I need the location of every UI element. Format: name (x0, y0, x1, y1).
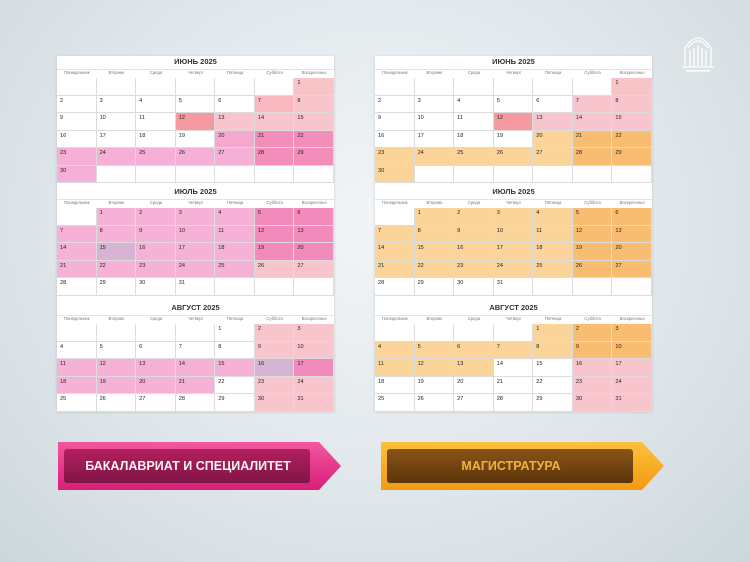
month-title: ИЮНЬ 2025 (174, 57, 217, 66)
day-cell: 26 (494, 148, 534, 166)
weekday-label: Вторник (426, 200, 443, 205)
day-cell: 6 (294, 208, 334, 226)
day-cell: 16 (136, 243, 176, 261)
weekday-label: Воскресенье (619, 70, 645, 75)
weekday-label: Понедельник (381, 70, 408, 75)
day-cell: 2 (136, 208, 176, 226)
day-cell: 17 (415, 131, 455, 149)
day-cell: 24 (97, 148, 137, 166)
day-cell: 22 (533, 377, 573, 395)
day-cell: 23 (375, 148, 415, 166)
empty-cell (176, 166, 216, 184)
day-cell: 19 (176, 131, 216, 149)
day-cell: 23 (454, 261, 494, 279)
weekday-label: Понедельник (381, 316, 408, 321)
day-cell: 3 (97, 96, 137, 114)
day-cell: 2 (255, 324, 295, 342)
bachelor-badge-label: БАКАЛАВРИАТ И СПЕЦИАЛИТЕТ (85, 459, 291, 473)
weekday-label: Понедельник (63, 70, 90, 75)
empty-cell (375, 208, 415, 226)
calendar-panel-bachelor (57, 56, 334, 411)
day-cell: 27 (533, 148, 573, 166)
day-cell: 17 (97, 131, 137, 149)
university-logo-icon (677, 26, 719, 76)
day-cell: 11 (533, 226, 573, 244)
day-cell: 26 (255, 261, 295, 279)
day-cell: 15 (97, 243, 137, 261)
day-cell: 26 (573, 261, 613, 279)
day-cell: 4 (215, 208, 255, 226)
weekday-label: Понедельник (381, 200, 408, 205)
weekday-label: Вторник (108, 200, 125, 205)
day-cell: 9 (375, 113, 415, 131)
day-cell: 18 (136, 131, 176, 149)
day-cell: 9 (454, 226, 494, 244)
day-cell: 31 (494, 278, 534, 296)
empty-cell (294, 166, 334, 184)
day-cell: 19 (97, 377, 137, 395)
day-cell: 4 (454, 96, 494, 114)
month-title: ИЮЛЬ 2025 (174, 187, 217, 196)
weekday-label: Пятница (226, 200, 244, 205)
day-cell: 13 (533, 113, 573, 131)
month-calendar (375, 186, 652, 296)
day-cell: 1 (97, 208, 137, 226)
day-cell: 20 (136, 377, 176, 395)
day-cell: 14 (255, 113, 295, 131)
day-cell: 25 (533, 261, 573, 279)
weekday-label: Воскресенье (619, 200, 645, 205)
day-cell: 14 (176, 359, 216, 377)
weekday-label: Среда (149, 200, 163, 205)
day-cell: 24 (612, 377, 652, 395)
empty-cell (57, 208, 97, 226)
day-cell: 11 (215, 226, 255, 244)
day-cell: 28 (573, 148, 613, 166)
day-cell: 24 (415, 148, 455, 166)
day-cell: 7 (573, 96, 613, 114)
day-cell: 11 (454, 113, 494, 131)
day-cell: 2 (573, 324, 613, 342)
day-cell: 15 (294, 113, 334, 131)
weekday-label: Суббота (266, 200, 283, 205)
weekday-label: Среда (149, 70, 163, 75)
day-cell: 22 (612, 131, 652, 149)
day-cell: 8 (294, 96, 334, 114)
day-cell: 25 (454, 148, 494, 166)
day-cell: 1 (612, 78, 652, 96)
day-cell: 27 (215, 148, 255, 166)
day-cell: 5 (255, 208, 295, 226)
day-cell: 24 (176, 261, 216, 279)
day-cell: 10 (176, 226, 216, 244)
weekday-label: Воскресенье (301, 316, 327, 321)
day-cell: 18 (57, 377, 97, 395)
day-cell: 8 (415, 226, 455, 244)
day-cell: 9 (57, 113, 97, 131)
day-cell: 1 (533, 324, 573, 342)
day-cell: 7 (57, 226, 97, 244)
day-cell: 8 (97, 226, 137, 244)
empty-cell (97, 324, 137, 342)
day-cell: 18 (454, 131, 494, 149)
day-cell: 5 (494, 96, 534, 114)
day-cell: 28 (375, 278, 415, 296)
day-cell: 29 (612, 148, 652, 166)
weekday-label: Среда (149, 316, 163, 321)
day-cell: 30 (57, 166, 97, 184)
day-cell: 6 (215, 96, 255, 114)
day-cell: 2 (57, 96, 97, 114)
empty-cell (375, 324, 415, 342)
empty-cell (255, 278, 295, 296)
month-calendar (375, 56, 652, 183)
month-calendar (57, 302, 334, 412)
day-cell: 25 (375, 394, 415, 412)
day-cell: 11 (375, 359, 415, 377)
day-cell: 30 (136, 278, 176, 296)
weekday-label: Четверг (187, 70, 204, 75)
empty-cell (573, 278, 613, 296)
day-cell: 10 (294, 342, 334, 360)
weekday-label: Вторник (108, 316, 125, 321)
day-cell: 21 (375, 261, 415, 279)
day-cell: 25 (136, 148, 176, 166)
day-cell: 6 (454, 342, 494, 360)
month-title: АВГУСТ 2025 (171, 303, 220, 312)
day-cell: 4 (533, 208, 573, 226)
day-cell: 22 (97, 261, 137, 279)
empty-cell (573, 166, 613, 184)
day-cell: 3 (294, 324, 334, 342)
day-cell: 20 (612, 243, 652, 261)
day-cell: 28 (57, 278, 97, 296)
empty-cell (255, 78, 295, 96)
day-cell: 23 (255, 377, 295, 395)
day-cell: 3 (415, 96, 455, 114)
weekday-label: Пятница (544, 316, 562, 321)
weekday-label: Пятница (226, 316, 244, 321)
day-cell: 11 (57, 359, 97, 377)
day-cell: 5 (176, 96, 216, 114)
empty-cell (136, 166, 176, 184)
day-cell: 24 (294, 377, 334, 395)
day-cell: 26 (97, 394, 137, 412)
day-cell: 29 (533, 394, 573, 412)
empty-cell (612, 278, 652, 296)
day-cell: 2 (375, 96, 415, 114)
day-cell: 19 (573, 243, 613, 261)
day-cell: 16 (57, 131, 97, 149)
empty-cell (454, 166, 494, 184)
day-cell: 22 (415, 261, 455, 279)
day-cell: 29 (415, 278, 455, 296)
day-cell: 31 (176, 278, 216, 296)
day-cell: 15 (533, 359, 573, 377)
day-cell: 16 (454, 243, 494, 261)
day-cell: 31 (294, 394, 334, 412)
empty-cell (533, 166, 573, 184)
weekday-label: Среда (467, 70, 481, 75)
empty-cell (255, 166, 295, 184)
day-cell: 14 (57, 243, 97, 261)
month-calendar (57, 186, 334, 296)
day-cell: 10 (612, 342, 652, 360)
empty-cell (612, 166, 652, 184)
weekday-label: Четверг (505, 70, 522, 75)
weekday-label: Пятница (544, 200, 562, 205)
day-cell: 18 (533, 243, 573, 261)
day-cell: 28 (494, 394, 534, 412)
day-cell: 12 (97, 359, 137, 377)
day-cell: 6 (533, 96, 573, 114)
day-cell: 28 (255, 148, 295, 166)
empty-cell (215, 78, 255, 96)
weekday-label: Воскресенье (301, 70, 327, 75)
day-cell: 23 (573, 377, 613, 395)
weekday-label: Четверг (505, 316, 522, 321)
day-cell: 20 (533, 131, 573, 149)
day-cell: 16 (573, 359, 613, 377)
day-cell: 21 (176, 377, 216, 395)
day-cell: 5 (573, 208, 613, 226)
day-cell: 26 (415, 394, 455, 412)
day-cell: 5 (97, 342, 137, 360)
empty-cell (494, 324, 534, 342)
day-cell: 7 (494, 342, 534, 360)
weekday-label: Четверг (187, 316, 204, 321)
day-cell: 27 (136, 394, 176, 412)
day-cell: 13 (454, 359, 494, 377)
month-title: ИЮЛЬ 2025 (492, 187, 535, 196)
weekday-label: Воскресенье (301, 200, 327, 205)
bachelor-badge[interactable] (55, 440, 345, 492)
day-cell: 7 (176, 342, 216, 360)
empty-cell (97, 78, 137, 96)
day-cell: 10 (415, 113, 455, 131)
weekday-label: Суббота (266, 70, 283, 75)
day-cell: 21 (494, 377, 534, 395)
day-cell: 13 (215, 113, 255, 131)
empty-cell (494, 78, 534, 96)
weekday-label: Среда (467, 200, 481, 205)
day-cell: 21 (57, 261, 97, 279)
empty-cell (176, 324, 216, 342)
day-cell: 12 (415, 359, 455, 377)
empty-cell (573, 78, 613, 96)
day-cell: 5 (415, 342, 455, 360)
day-cell: 22 (215, 377, 255, 395)
day-cell: 3 (612, 324, 652, 342)
day-cell: 4 (57, 342, 97, 360)
day-cell: 25 (57, 394, 97, 412)
weekday-label: Суббота (266, 316, 283, 321)
weekday-label: Суббота (584, 70, 601, 75)
day-cell: 17 (494, 243, 534, 261)
month-title: АВГУСТ 2025 (489, 303, 538, 312)
day-cell: 8 (215, 342, 255, 360)
weekday-label: Четверг (505, 200, 522, 205)
empty-cell (415, 166, 455, 184)
weekday-label: Вторник (426, 316, 443, 321)
day-cell: 31 (612, 394, 652, 412)
day-cell: 12 (255, 226, 295, 244)
day-cell: 25 (215, 261, 255, 279)
empty-cell (494, 166, 534, 184)
day-cell: 18 (215, 243, 255, 261)
day-cell: 30 (454, 278, 494, 296)
day-cell: 12 (176, 113, 216, 131)
month-calendar (375, 302, 652, 412)
weekday-label: Среда (467, 316, 481, 321)
empty-cell (215, 278, 255, 296)
weekday-label: Вторник (426, 70, 443, 75)
day-cell: 14 (375, 243, 415, 261)
day-cell: 7 (375, 226, 415, 244)
day-cell: 13 (612, 226, 652, 244)
day-cell: 12 (494, 113, 534, 131)
weekday-label: Суббота (584, 200, 601, 205)
empty-cell (533, 278, 573, 296)
day-cell: 29 (215, 394, 255, 412)
day-cell: 17 (176, 243, 216, 261)
day-cell: 27 (454, 394, 494, 412)
day-cell: 3 (176, 208, 216, 226)
day-cell: 15 (415, 243, 455, 261)
master-badge[interactable] (378, 440, 668, 492)
day-cell: 21 (573, 131, 613, 149)
weekday-label: Суббота (584, 316, 601, 321)
empty-cell (454, 78, 494, 96)
day-cell: 24 (494, 261, 534, 279)
day-cell: 6 (136, 342, 176, 360)
day-cell: 19 (255, 243, 295, 261)
day-cell: 20 (294, 243, 334, 261)
day-cell: 6 (612, 208, 652, 226)
day-cell: 16 (375, 131, 415, 149)
empty-cell (533, 78, 573, 96)
empty-cell (57, 324, 97, 342)
day-cell: 30 (255, 394, 295, 412)
day-cell: 23 (136, 261, 176, 279)
day-cell: 17 (294, 359, 334, 377)
weekday-label: Понедельник (63, 316, 90, 321)
month-title: ИЮНЬ 2025 (492, 57, 535, 66)
day-cell: 10 (97, 113, 137, 131)
day-cell: 13 (294, 226, 334, 244)
day-cell: 12 (573, 226, 613, 244)
day-cell: 27 (612, 261, 652, 279)
day-cell: 8 (533, 342, 573, 360)
empty-cell (294, 278, 334, 296)
empty-cell (415, 324, 455, 342)
weekday-label: Пятница (226, 70, 244, 75)
day-cell: 29 (294, 148, 334, 166)
day-cell: 15 (215, 359, 255, 377)
day-cell: 26 (176, 148, 216, 166)
empty-cell (57, 78, 97, 96)
day-cell: 2 (454, 208, 494, 226)
day-cell: 15 (612, 113, 652, 131)
day-cell: 9 (573, 342, 613, 360)
empty-cell (136, 78, 176, 96)
empty-cell (454, 324, 494, 342)
day-cell: 1 (215, 324, 255, 342)
empty-cell (97, 166, 137, 184)
day-cell: 20 (454, 377, 494, 395)
day-cell: 10 (494, 226, 534, 244)
weekday-label: Вторник (108, 70, 125, 75)
day-cell: 27 (294, 261, 334, 279)
day-cell: 19 (415, 377, 455, 395)
day-cell: 14 (573, 113, 613, 131)
day-cell: 30 (573, 394, 613, 412)
day-cell: 19 (494, 131, 534, 149)
empty-cell (215, 166, 255, 184)
weekday-label: Понедельник (63, 200, 90, 205)
day-cell: 3 (494, 208, 534, 226)
weekday-label: Воскресенье (619, 316, 645, 321)
day-cell: 9 (136, 226, 176, 244)
empty-cell (136, 324, 176, 342)
day-cell: 22 (294, 131, 334, 149)
weekday-label: Четверг (187, 200, 204, 205)
day-cell: 13 (136, 359, 176, 377)
day-cell: 4 (375, 342, 415, 360)
day-cell: 1 (294, 78, 334, 96)
day-cell: 9 (255, 342, 295, 360)
day-cell: 17 (612, 359, 652, 377)
day-cell: 16 (255, 359, 295, 377)
day-cell: 21 (255, 131, 295, 149)
empty-cell (415, 78, 455, 96)
month-calendar (57, 56, 334, 183)
day-cell: 29 (97, 278, 137, 296)
day-cell: 23 (57, 148, 97, 166)
master-badge-label: МАГИСТРАТУРА (461, 459, 561, 473)
empty-cell (375, 78, 415, 96)
day-cell: 18 (375, 377, 415, 395)
day-cell: 1 (415, 208, 455, 226)
empty-cell (176, 78, 216, 96)
day-cell: 7 (255, 96, 295, 114)
calendar-panel-master (375, 56, 652, 411)
day-cell: 14 (494, 359, 534, 377)
day-cell: 11 (136, 113, 176, 131)
day-cell: 28 (176, 394, 216, 412)
day-cell: 8 (612, 96, 652, 114)
day-cell: 4 (136, 96, 176, 114)
day-cell: 30 (375, 166, 415, 184)
day-cell: 20 (215, 131, 255, 149)
weekday-label: Пятница (544, 70, 562, 75)
